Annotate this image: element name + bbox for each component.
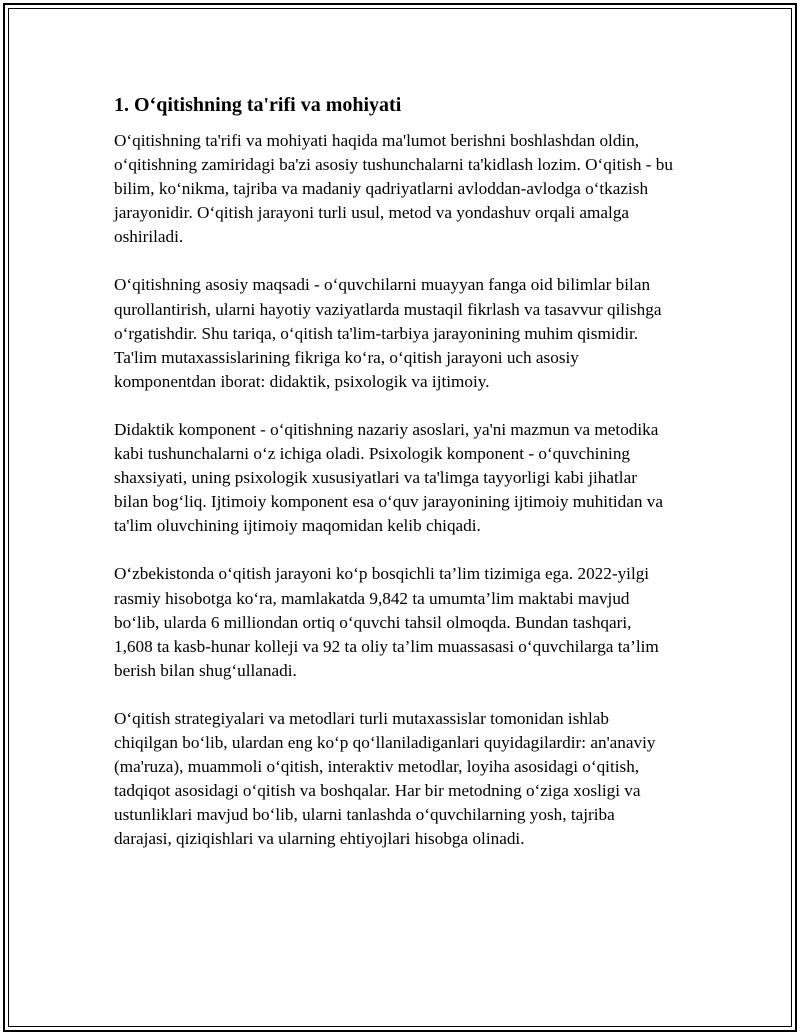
document-body xyxy=(114,92,674,875)
paragraph-definition: O‘qitishning ta'rifi va mohiyati haqida ma'lumot berishni boshlashdan oldin, o‘qitishning zamiridagi ba'zi asosiy tushunchalarni ta'kidlash lozim. O‘qitish - bu bilim, ko‘nikma, tajriba va madaniy qadriyatlarni avloddan-avlodga o‘tkazish jarayonidir. O‘qitish jarayoni turli usul, metod va yondashuv orqali amalga oshiriladi. xyxy=(114,131,673,247)
paragraph-strategies: O‘qitish strategiyalari va metodlari turli mutaxassislar tomonidan ishlab chiqilgan bo‘lib, ulardan eng ko‘p qo‘llaniladiganlari quyidagilardir: an'anaviy (ma'ruza), muammoli o‘qitish, interaktiv metodlar, loyiha asosidagi o‘qitish, tadqiqot asosidagi o‘qitish va boshqalar. Har bir metodning o‘ziga xosligi va ustunliklari mavjud bo‘lib, ularni tanlashda o‘quvchilarning yosh, tajriba darajasi, qiziqishlari va ularning ehtiyojlari hisobga olinadi. xyxy=(114,708,656,849)
section-heading: 1. O‘qitishning ta'rifi va mohiyati xyxy=(114,94,402,116)
paragraph-uzbekistan-statistics: O‘zbekistonda o‘qitish jarayoni ko‘p bosqichli ta’lim tizimiga ega. 2022-yilgi rasmiy hisobotga ko‘ra, mamlakatda 9,842 ta umumta’lim maktabi mavjud bo‘lib, ularda 6 milliondan ortiq o‘quvchi tahsil olmoqda. Bundan tashqari, 1,608 ta kasb-hunar kolleji va 92 ta oliy ta’lim muassasasi o‘quvchilarga ta’lim berish bilan shug‘ullanadi. xyxy=(114,564,659,680)
paragraph-components: Didaktik komponent - o‘qitishning nazariy asoslari, ya'ni mazmun va metodika kabi tushunchalarni o‘z ichiga oladi. Psixologik komponent - o‘quvchining shaxsiyati, uning psixologik xususiyatlari va ta'limga tayyorligi kabi jihatlar bilan bog‘liq. Ijtimoiy komponent esa o‘quv jarayonining ijtimoiy muhitidan va ta'lim oluvchining ijtimoiy maqomidan kelib chiqadi. xyxy=(114,419,663,536)
paragraph-goal: O‘qitishning asosiy maqsadi - o‘quvchilarni muayyan fanga oid bilimlar bilan qurollantirish, ularni hayotiy vaziyatlarda mustaqil fikrlash va tasavvur qilishga o‘rgatishdir. Shu tariqa, o‘qitish ta'lim-tarbiya jarayonining muhim qismidir. Ta'lim mutaxassislarining fikriga ko‘ra, o‘qitish jarayoni uch asosiy komponentdan iborat: didaktik, psixologik va ijtimoiy. xyxy=(114,275,662,391)
